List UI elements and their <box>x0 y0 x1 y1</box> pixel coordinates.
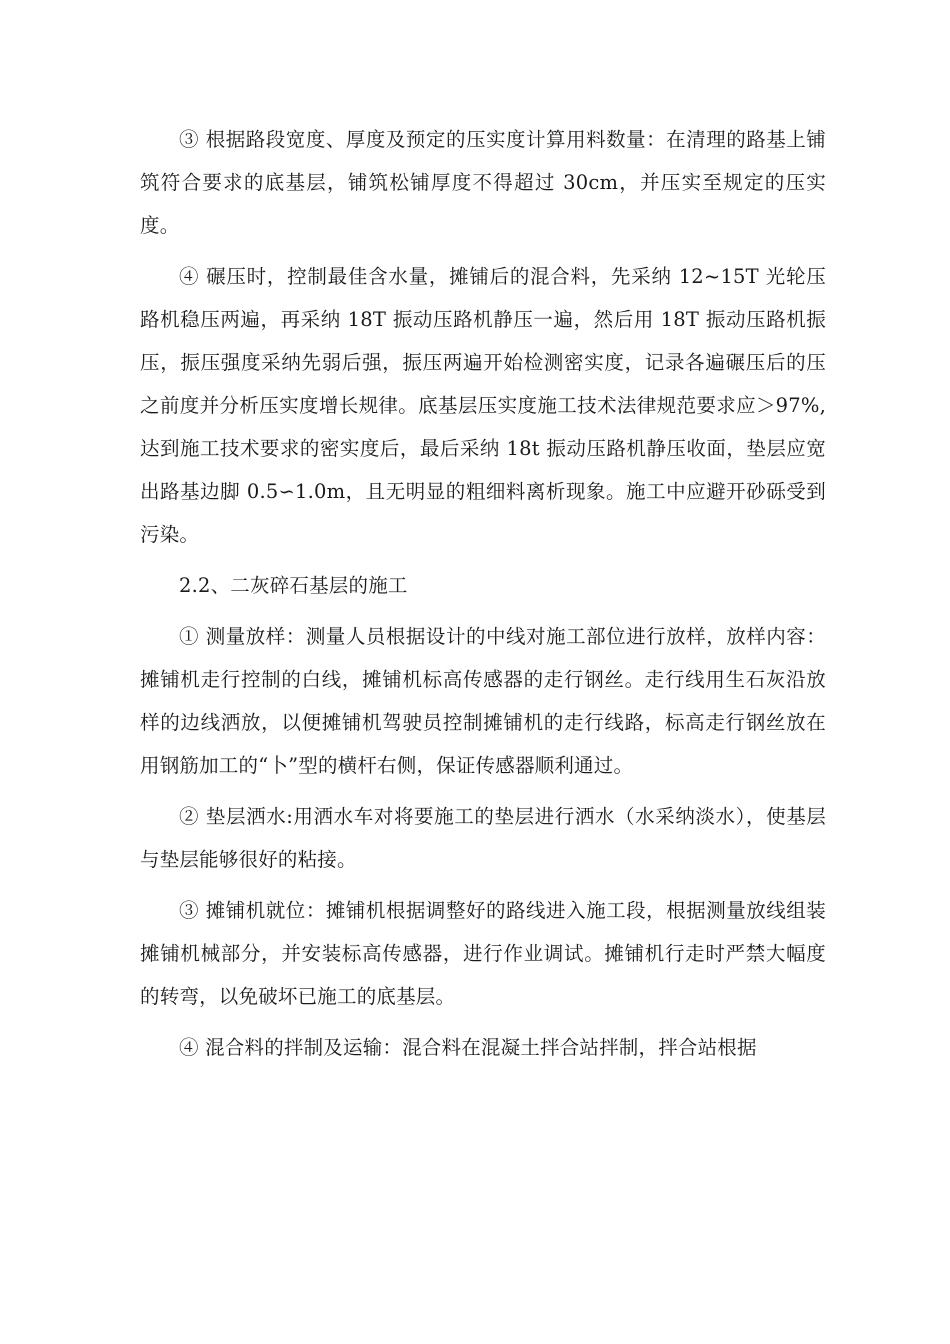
paragraph-cushion-watering: ② 垫层洒水:用洒水车对将要施工的垫层进行洒水（水采纳淡水），使基层与垫层能够很好的粘接。 <box>140 805 826 871</box>
paragraph-rolling: ④ 碾压时，控制最佳含水量，摊铺后的混合料，先采纳 12~15T 光轮压路机稳压两遍，再采纳 18T 振动压路机静压一遍，然后用 18T 振动压路机振压，振压强度采纳先弱后强，振压两遍开始检测密实度，记录各遍碾压后的压之前度并分析压实度增长规律。底基层压实度施工技术法律规范要求应＞97%,达到施工技术要求的密实度后，最后采纳 18t 振动压路机静压收面，垫层应宽出路基边脚 0.5∽1.0m，且无明显的粗细料离析现象。施工中应避开砂砾受到污染。 <box>140 265 826 546</box>
paragraph-mixing-transport: ④ 混合料的拌制及运输：混合料在混凝土拌合站拌制，拌合站根据 <box>179 1036 757 1059</box>
paragraph-survey-layout: ① 测量放样：测量人员根据设计的中线对施工部位进行放样，放样内容：摊铺机走行控制的白线，摊铺机标高传感器的走行钢丝。走行线用生石灰沿放样的边线洒放，以便摊铺机驾驶员控制摊铺机的走行线路，标高走行钢丝放在用钢筋加工的“卜”型的横杆右侧，保证传感器顺利通过。 <box>140 625 826 777</box>
document-body <box>140 118 826 1069</box>
paragraph-compaction-calc: ③ 根据路段宽度、厚度及预定的压实度计算用料数量：在清理的路基上铺筑符合要求的底基层，铺筑松铺厚度不得超过 30cm，并压实至规定的压实度。 <box>140 128 826 237</box>
section-heading-2-2: 2.2、二灰碎石基层的施工 <box>179 574 408 597</box>
paragraph-paver-positioning: ③ 摊铺机就位：摊铺机根据调整好的路线进入施工段，根据测量放线组装摊铺机械部分，并安装标高传感器，进行作业调试。摊铺机行走时严禁大幅度的转弯，以免破坏已施工的底基层。 <box>140 899 826 1008</box>
